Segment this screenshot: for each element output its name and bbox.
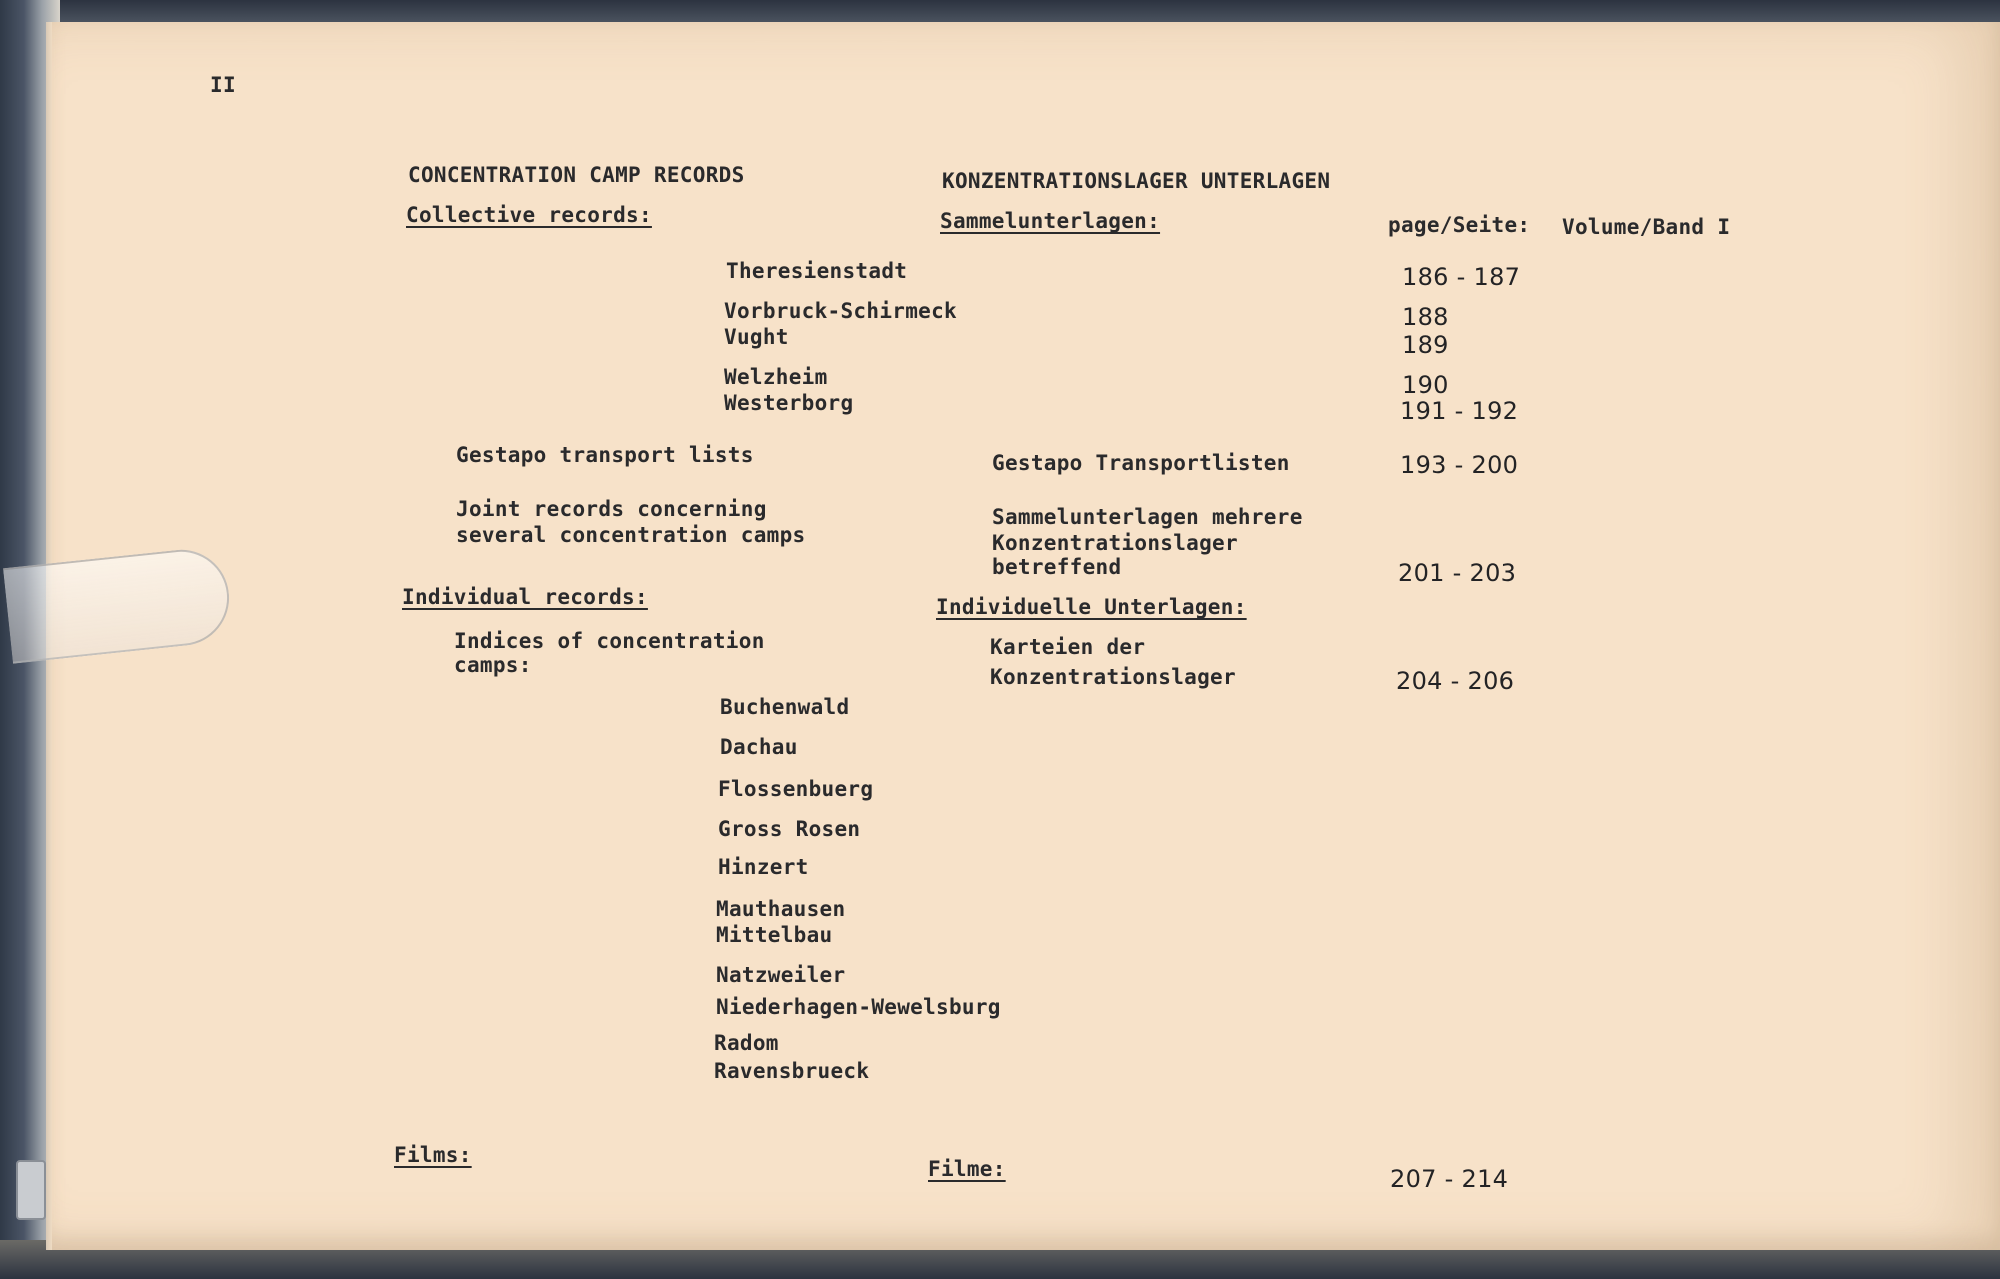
joint-pages: 201 - 203 [1398,559,1517,587]
joint-en-line2: several concentration camps [456,523,806,547]
binder-ring-icon [16,1160,46,1220]
collective-records-de: Sammelunterlagen: [940,209,1161,233]
page-number: II [210,73,236,97]
heading-de: KONZENTRATIONSLAGER UNTERLAGEN [942,169,1331,193]
camp-index-item: Gross Rosen [718,817,861,841]
camp-index-item: Radom [714,1031,779,1055]
camp-index-item: Niederhagen-Wewelsburg [716,995,1001,1019]
camp-name: Vorbruck-Schirmeck [724,299,957,323]
page-label: page/Seite: [1388,213,1531,237]
camp-pages: 190 [1402,371,1449,399]
camp-pages: 186 - 187 [1402,263,1521,291]
camp-pages: 189 [1402,331,1449,359]
gestapo-pages: 193 - 200 [1400,451,1519,479]
camp-name: Vught [724,325,789,349]
camp-index-item: Ravensbrueck [714,1059,870,1083]
joint-en-line1: Joint records concerning [456,497,767,521]
camp-index-item: Dachau [720,735,798,759]
camp-index-item: Mauthausen [716,897,846,921]
camp-pages: 188 [1402,303,1449,331]
camp-pages: 191 - 192 [1400,397,1519,425]
individual-records-en: Individual records: [402,585,648,609]
indices-de-line1: Karteien der [990,635,1146,659]
gestapo-de: Gestapo Transportlisten [992,451,1290,475]
indices-pages: 204 - 206 [1396,667,1515,695]
gestapo-en: Gestapo transport lists [456,443,754,467]
collective-records-en: Collective records: [406,203,652,227]
indices-en-line1: Indices of concentration [454,629,765,653]
camp-index-item: Mittelbau [716,923,833,947]
camp-name: Welzheim [724,365,828,389]
films-en: Films: [394,1143,472,1167]
joint-de-line1: Sammelunterlagen mehrere [992,505,1303,529]
camp-name: Theresienstadt [726,259,908,283]
heading-en: CONCENTRATION CAMP RECORDS [408,163,745,187]
films-pages: 207 - 214 [1390,1165,1509,1193]
camp-index-item: Flossenbuerg [718,777,874,801]
individual-records-de: Individuelle Unterlagen: [936,595,1247,619]
camp-index-item: Hinzert [718,855,809,879]
camp-index-item: Buchenwald [720,695,850,719]
films-de: Filme: [928,1157,1006,1181]
indices-de-line2: Konzentrationslager [990,665,1236,689]
joint-de-line3: betreffend [992,555,1122,579]
camp-index-item: Natzweiler [716,963,846,987]
camp-name: Westerborg [724,391,854,415]
indices-en-line2: camps: [454,653,532,677]
volume-label: Volume/Band I [1562,215,1731,239]
joint-de-line2: Konzentrationslager [992,531,1238,555]
